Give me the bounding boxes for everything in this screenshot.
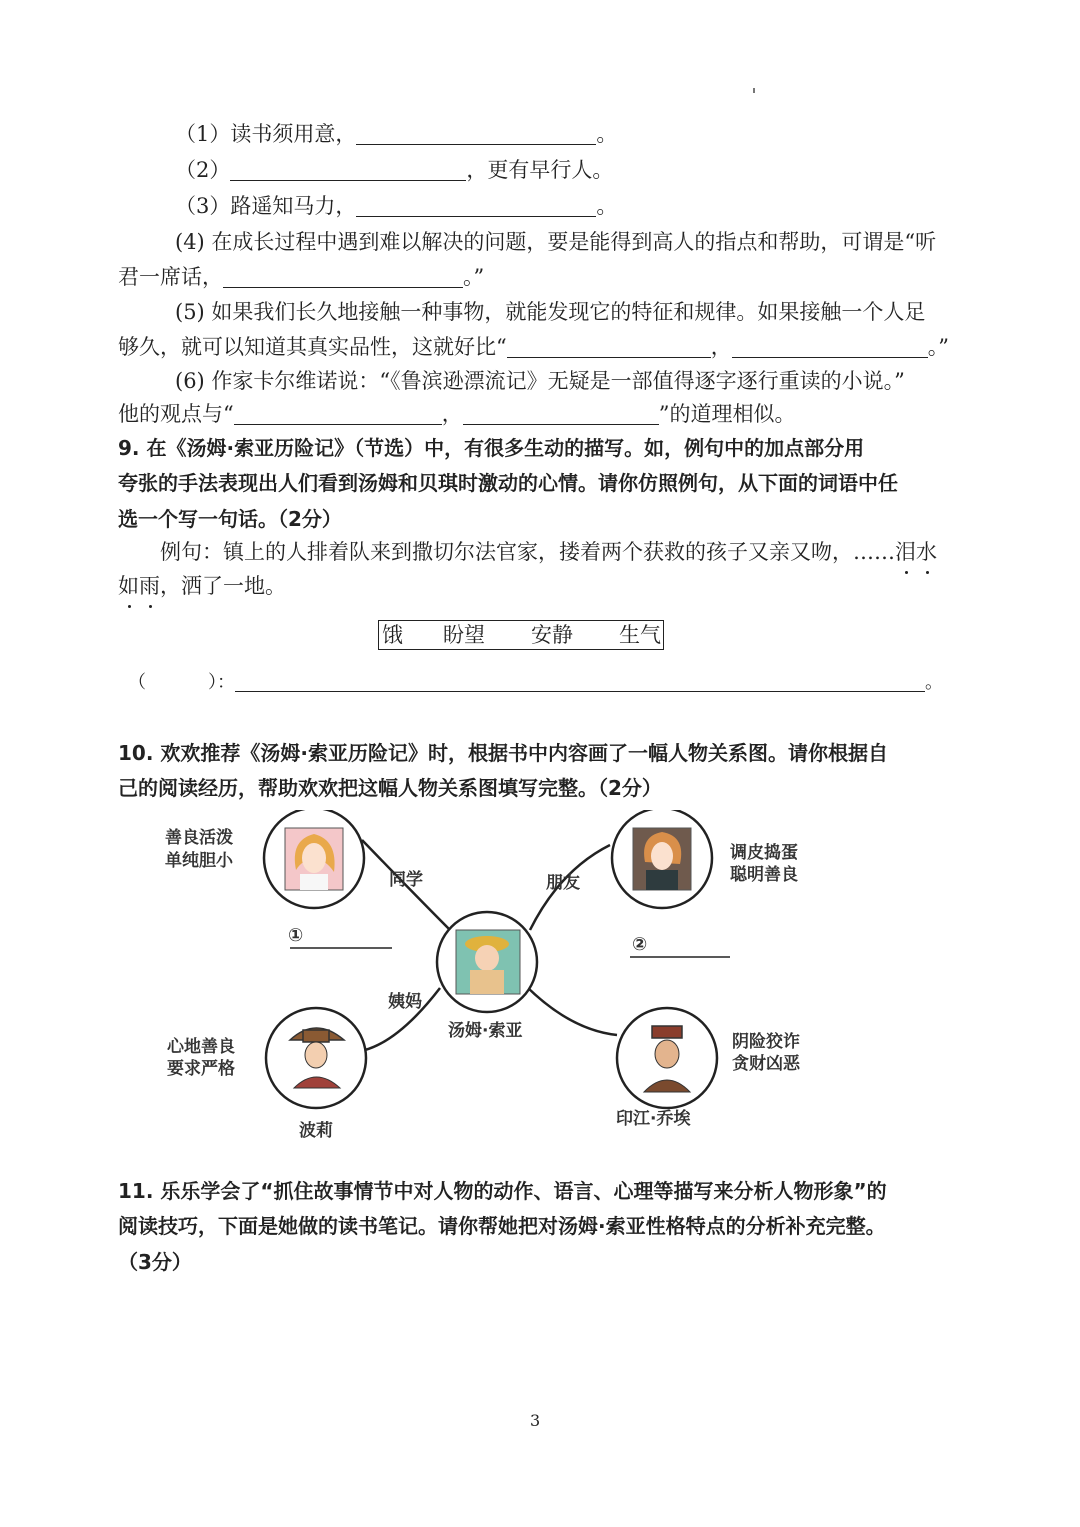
q9-prompt-line1: 9. 在《汤姆·索亚历险记》（节选）中，有很多生动的描写。如，例句中的加点部分用 — [118, 436, 865, 460]
word-choice-box — [378, 620, 664, 650]
trait-label: 单纯胆小 — [165, 851, 233, 871]
q8-item-6-line2: 他的观点与“ ， ”的道理相似。 — [118, 402, 796, 426]
relation-label: 同学 — [389, 870, 423, 890]
tom-sawyer-portrait-icon — [456, 930, 520, 994]
girl-portrait-icon — [285, 828, 343, 890]
friend-portrait-icon — [633, 828, 691, 890]
trait-label: 善良活泼 — [165, 828, 233, 848]
answer-blank[interactable] — [732, 335, 928, 358]
character-relationship-diagram — [0, 810, 1080, 1170]
blank-number: ① — [288, 925, 304, 946]
q9-answer-line: （ ）： 。 — [128, 669, 943, 697]
q8-item-5-line2: 够久，就可以知道其真实品性，这就好比“ ， 。” — [118, 335, 949, 359]
q8-item-4-line1: (4) 在成长过程中遇到难以解决的问题，要是能得到高人的指点和帮助，可谓是“听 — [175, 230, 937, 254]
answer-blank[interactable] — [223, 265, 463, 288]
q8-item-6-line1: (6) 作家卡尔维诺说：“《鲁滨逊漂流记》无疑是一部值得逐字逐行重读的小说。” — [175, 369, 905, 393]
scan-mark — [753, 88, 755, 93]
connector-line — [525, 985, 617, 1035]
answer-blank[interactable] — [507, 335, 711, 358]
q8-item-3: （3）路遥知马力， 。 — [175, 194, 618, 218]
trait-label: 阴险狡诈 — [732, 1032, 800, 1052]
word-option: 饿 — [382, 623, 403, 647]
q8-item-2: （2） ，更有早行人。 — [175, 158, 614, 182]
dotted-char: 泪 — [895, 540, 916, 564]
relation-label: 姨妈 — [388, 992, 422, 1012]
trait-label: 要求严格 — [167, 1059, 235, 1079]
q11-prompt-line2: 阅读技巧，下面是她做的读书笔记。请你帮她把对汤姆·索亚性格特点的分析补充完整。 — [118, 1214, 886, 1238]
q11-prompt-line1: 11. 乐乐学会了“抓住故事情节中对人物的动作、语言、心理等描写来分析人物形象”的 — [118, 1179, 887, 1203]
q8-item-5-line1: (5) 如果我们长久地接触一种事物，就能发现它的特征和规律。如果接触一个人足 — [175, 300, 926, 324]
q9-prompt-line2: 夸张的手法表现出人们看到汤姆和贝琪时激动的心情。请你仿照例句，从下面的词语中任 — [118, 471, 898, 495]
dotted-char: 雨 — [139, 574, 160, 598]
answer-blank[interactable] — [230, 158, 466, 181]
answer-blank[interactable] — [234, 402, 442, 425]
word-option: 安静 — [531, 623, 573, 647]
dotted-char: 水 — [916, 540, 937, 564]
word-option: 生气 — [619, 623, 661, 647]
q8-item-1: （1）读书须用意， 。 — [175, 122, 618, 146]
center-name: 汤姆·索亚 — [448, 1021, 523, 1041]
q10-prompt-line2: 己的阅读经历，帮助欢欢把这幅人物关系图填写完整。（2分） — [118, 776, 662, 800]
trait-label: 聪明善良 — [730, 865, 798, 885]
trait-label: 心地善良 — [167, 1037, 235, 1057]
trait-label: 调皮捣蛋 — [730, 843, 798, 863]
word-option: 盼望 — [443, 623, 485, 647]
q10-prompt-line1: 10. 欢欢推荐《汤姆·索亚历险记》时，根据书中内容画了一幅人物关系图。请你根据自 — [118, 741, 888, 765]
blank-number: ② — [632, 934, 648, 955]
answer-blank[interactable] — [356, 194, 596, 217]
answer-blank[interactable] — [235, 669, 925, 692]
answer-blank[interactable] — [356, 122, 596, 145]
dotted-char: 如 — [118, 574, 139, 598]
character-name: 波莉 — [299, 1121, 333, 1141]
page-number: 3 — [530, 1411, 541, 1430]
q9-example-line2: 如雨，洒了一地。 — [118, 574, 286, 598]
q9-prompt-line3: 选一个写一句话。（2分） — [118, 507, 342, 531]
answer-blank[interactable] — [463, 402, 659, 425]
character-name: 印江·乔埃 — [616, 1109, 691, 1129]
trait-label: 贪财凶恶 — [732, 1054, 800, 1074]
q11-prompt-line3: （3分） — [118, 1250, 192, 1274]
q9-example-line1: 例句：镇上的人排着队来到撒切尔法官家，搂着两个获救的孩子又亲又吻，……泪水 — [160, 540, 937, 564]
relation-label: 朋友 — [546, 873, 580, 893]
q8-item-4-line2: 君一席话， 。” — [118, 265, 485, 289]
